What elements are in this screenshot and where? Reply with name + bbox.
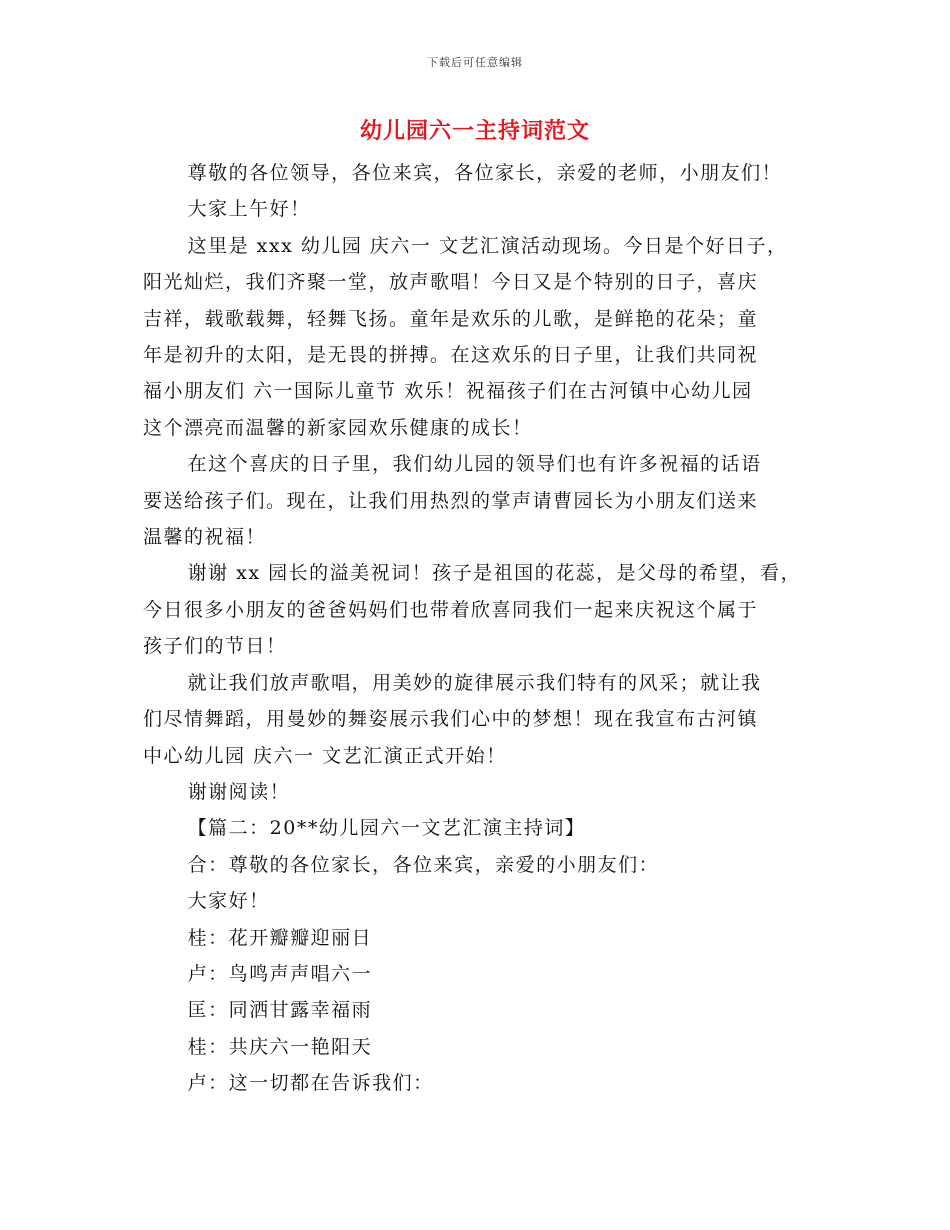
text-line: 福小朋友们 六一国际儿童节 欢乐！祝福孩子们在古河镇中心幼儿园: [143, 380, 753, 403]
paragraph-first-line: [143, 847, 823, 883]
text-line: 中心幼儿园 庆六一 文艺汇演正式开始！: [143, 744, 507, 767]
text-line: 这个漂亮而温馨的新家园欢乐健康的成长！: [143, 416, 533, 439]
text-line: 大家上午好！: [187, 198, 311, 221]
document-title: 幼儿园六一主持词范文: [359, 118, 590, 144]
paragraph-line: [143, 264, 823, 300]
text-line: 桂：共庆六一艳阳天: [187, 1035, 373, 1058]
paragraph-first-line: [143, 665, 823, 701]
text-line: 要送给孩子们。现在，让我们用热烈的掌声请曹园长为小朋友们送来: [143, 489, 759, 512]
paragraph-line: [143, 410, 823, 446]
text-line: 这里是 xxx 幼儿园 庆六一 文艺汇演活动现场。今日是个好日子，: [187, 234, 788, 257]
paragraph-line: [143, 337, 823, 373]
text-line: 阳光灿烂，我们齐聚一堂，放声歌唱！今日又是个特别的日子，喜庆: [143, 271, 759, 294]
text-line: 尊敬的各位领导，各位来宾，各位家长，亲爱的老师，小朋友们！: [187, 162, 783, 184]
paragraph-first-line: [143, 1029, 823, 1065]
paragraph-first-line: [143, 191, 823, 227]
text-line: 就让我们放声歌唱，用美妙的旋律展示我们特有的风采；就让我: [187, 671, 762, 694]
paragraph-first-line: [143, 810, 823, 846]
paragraph-first-line: [143, 956, 823, 992]
text-line: 卢：鸟鸣声声唱六一: [187, 962, 373, 985]
paragraph-first-line: [143, 774, 823, 810]
text-line: 大家好！: [187, 890, 270, 913]
paragraph-line: [143, 592, 823, 628]
text-line: 谢谢阅读！: [187, 780, 291, 803]
text-line: 年是初升的太阳，是无畏的拼搏。在这欢乐的日子里，让我们共同祝: [143, 344, 759, 367]
text-line: 谢谢 xx 园长的溢美祝词！孩子是祖国的花蕊，是父母的希望，看，: [187, 562, 802, 585]
paragraph-line: [143, 738, 823, 774]
paragraph-line: [143, 301, 823, 337]
text-line: 孩子们的节日！: [143, 635, 287, 658]
text-line: 今日很多小朋友的爸爸妈妈们也带着欣喜同我们一起来庆祝这个属于: [143, 598, 759, 621]
paragraph-first-line: [143, 446, 823, 482]
paragraph-first-line: [143, 555, 823, 591]
paragraph-first-line: [143, 992, 823, 1028]
paragraph-first-line: [143, 883, 823, 919]
text-line: 在这个喜庆的日子里，我们幼儿园的领导们也有许多祝福的话语: [187, 453, 762, 476]
text-line: 温馨的祝福！: [143, 526, 267, 549]
text-line: 吉祥，载歌载舞，轻舞飞扬。童年是欢乐的儿歌，是鲜艳的花朵；童: [143, 307, 759, 330]
paragraph-line: [143, 628, 823, 664]
paragraph-first-line: [143, 155, 823, 191]
text-line: 桂：花开瓣瓣迎丽日: [187, 926, 373, 949]
paragraph-line: [143, 701, 823, 737]
paragraph-first-line: [143, 228, 823, 264]
paragraph-first-line: [143, 1065, 823, 1101]
paragraph-first-line: [143, 920, 823, 956]
text-line: 卢：这一切都在告诉我们：: [187, 1072, 434, 1095]
document-body: [143, 155, 823, 1102]
text-line: 们尽情舞蹈，用曼妙的舞姿展示我们心中的梦想！现在我宣布古河镇: [143, 708, 759, 731]
header-note: 下载后可任意编辑: [427, 56, 523, 69]
paragraph-line: [143, 483, 823, 519]
text-line: 合：尊敬的各位家长，各位来宾，亲爱的小朋友们：: [187, 853, 660, 876]
text-line: 匡：同洒甘露幸福雨: [187, 999, 373, 1022]
paragraph-line: [143, 373, 823, 409]
text-line: 【篇二：20**幼儿园六一文艺汇演主持词】: [187, 817, 586, 840]
paragraph-line: [143, 519, 823, 555]
